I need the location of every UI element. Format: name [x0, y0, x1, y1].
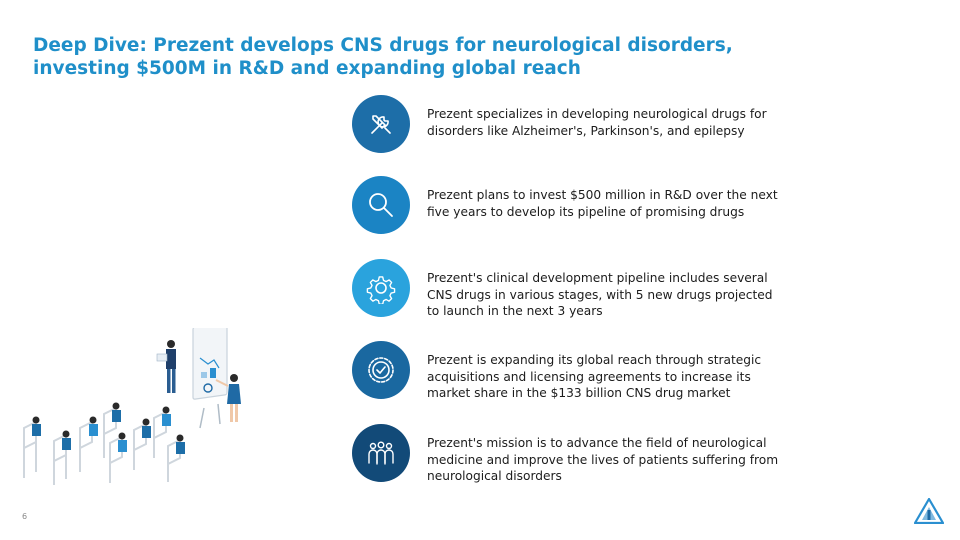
point-pipeline	[352, 259, 792, 329]
point-text: Prezent plans to invest $500 million in R&D over the next five years to develop its pipeline of promising drugs	[427, 188, 778, 219]
tools-icon	[352, 95, 410, 153]
company-logo	[914, 498, 944, 524]
team-icon	[352, 424, 410, 482]
slide-title: Deep Dive: Prezent develops CNS drugs for neurological disorders, investing $500M in R&D and expanding global reach	[33, 35, 733, 79]
check-badge-icon	[352, 341, 410, 399]
point-text: Prezent is expanding its global reach through strategic acquisitions and licensing agreements to increase its market share in the $133 billion CNS drug market	[427, 353, 762, 400]
standing-person-figure	[157, 340, 176, 393]
point-specialization	[352, 95, 792, 165]
presentation-illustration	[18, 328, 280, 488]
point-mission	[352, 424, 792, 494]
point-investment	[352, 176, 792, 246]
audience-group	[24, 403, 185, 486]
point-text: Prezent's clinical development pipeline includes several CNS drugs in various stages, with 5 new drugs projected to launch in the next 3 years	[427, 271, 773, 318]
point-global-reach	[352, 341, 792, 411]
point-text: Prezent's mission is to advance the field of neurological medicine and improve the lives of patients suffering from neurological disorders	[427, 436, 779, 483]
magnifier-icon	[352, 176, 410, 234]
gear-icon	[352, 259, 410, 317]
presentation-board	[193, 328, 227, 428]
page-number: 6	[22, 512, 28, 521]
point-text: Prezent specializes in developing neurological drugs for disorders like Alzheimer's, Parkinson's, and epilepsy	[427, 107, 767, 138]
